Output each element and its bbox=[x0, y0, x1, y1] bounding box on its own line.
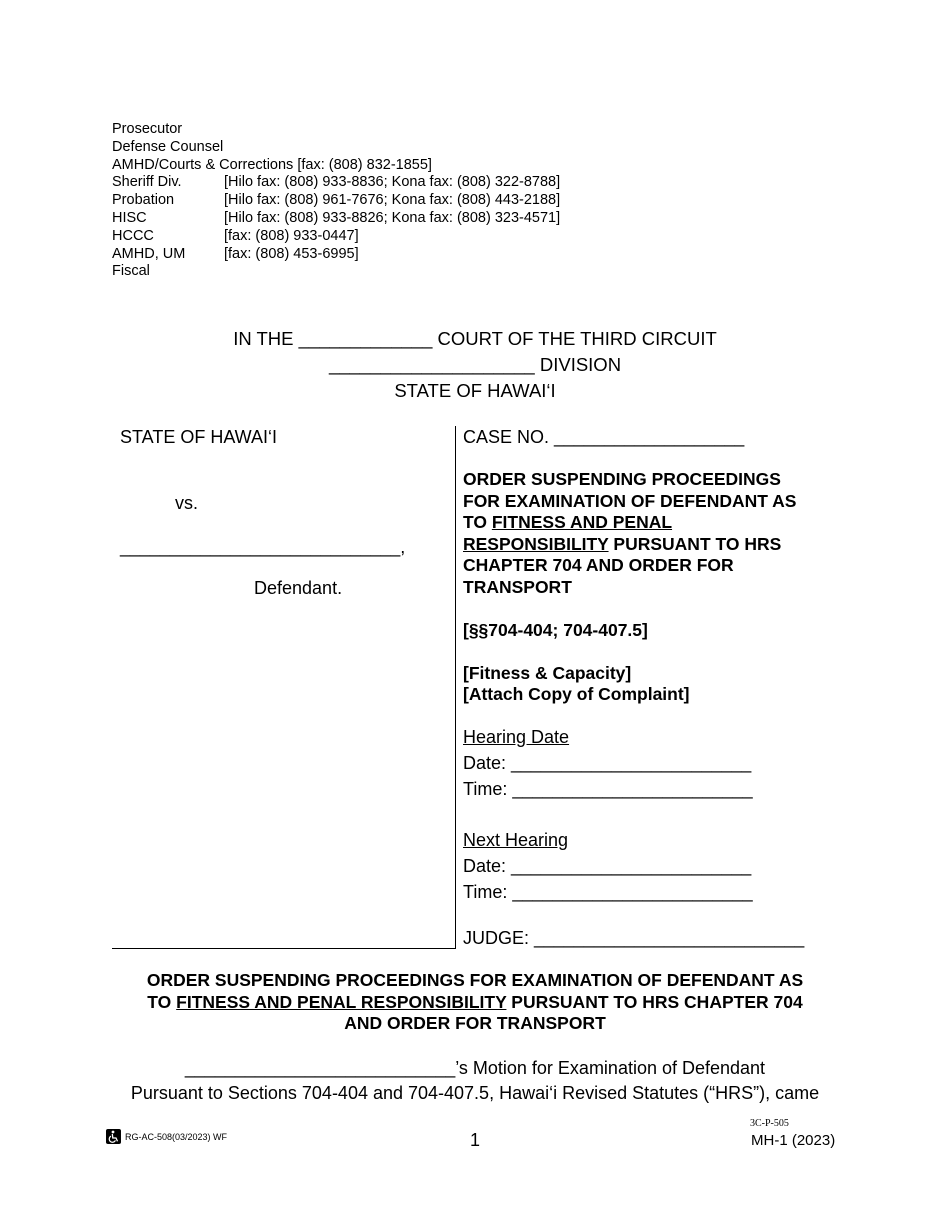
body-text-line2: Pursuant to Sections 704-404 and 704-407.5, Hawai‘i Revised Statutes (“HRS”), came bbox=[130, 1083, 820, 1103]
court-form-code: 3C-P-505 bbox=[750, 1118, 789, 1129]
distribution-row: AMHD, UM [fax: (808) 453-6995] bbox=[112, 245, 359, 262]
distribution-row: Defense Counsel bbox=[112, 138, 224, 155]
statute-reference: [§§704-404; 704-407.5] bbox=[463, 620, 648, 640]
order-title: ORDER SUSPENDING PROCEEDINGS FOR EXAMINATION OF DEFENDANT AS TO FITNESS AND PENAL RESPONSIBILITY PURSUANT TO HRS CHAPTER 704 AND ORDER FOR TRANSPORT bbox=[146, 970, 804, 1033]
defendant-label: Defendant. bbox=[254, 578, 343, 598]
judge-field[interactable]: JUDGE: ___________________________ bbox=[463, 928, 805, 948]
distribution-row: HISC [Hilo fax: (808) 933-8826; Kona fax: (808) 323-4571] bbox=[112, 209, 561, 226]
distribution-list bbox=[112, 121, 560, 281]
distribution-row: HCCC [fax: (808) 933-0447] bbox=[112, 227, 359, 244]
body-text-line1: ___________________________’s Motion for Examination of Defendant bbox=[184, 1058, 766, 1078]
page-number: 1 bbox=[470, 1130, 481, 1150]
plaintiff-name: STATE OF HAWAI‘I bbox=[120, 427, 277, 447]
distribution-row: Probation [Hilo fax: (808) 961-7676; Kona fax: (808) 443-2188] bbox=[112, 192, 561, 209]
caption-divider-vertical bbox=[455, 426, 456, 949]
form-tag-fitness: [Fitness & Capacity] bbox=[463, 663, 632, 683]
wheelchair-accessibility-icon bbox=[106, 1129, 121, 1144]
distribution-row: Sheriff Div. [Hilo fax: (808) 933-8836; Kona fax: (808) 322-8788] bbox=[112, 174, 561, 191]
hearing-time-field[interactable]: Time: ________________________ bbox=[463, 779, 753, 799]
caption-divider-horizontal bbox=[112, 948, 456, 949]
form-id: MH-1 (2023) bbox=[751, 1132, 836, 1149]
hearing-date-field[interactable]: Date: ________________________ bbox=[463, 753, 752, 773]
court-caption-division: ____________________ DIVISION bbox=[328, 354, 622, 375]
form-tag-attach: [Attach Copy of Complaint] bbox=[463, 684, 690, 704]
form-code: RG-AC-508(03/2023) WF bbox=[125, 1132, 228, 1142]
versus-label: vs. bbox=[175, 493, 199, 513]
court-caption-line1: IN THE _____________ COURT OF THE THIRD CIRCUIT bbox=[233, 328, 717, 349]
next-hearing-heading: Next Hearing bbox=[463, 830, 569, 850]
next-hearing-date-field[interactable]: Date: ________________________ bbox=[463, 856, 752, 876]
distribution-row: Prosecutor bbox=[112, 121, 183, 137]
distribution-row: Fiscal bbox=[112, 263, 150, 280]
defendant-name-blank[interactable]: ____________________________, bbox=[120, 537, 406, 557]
case-number-field[interactable]: CASE NO. ___________________ bbox=[463, 427, 745, 447]
court-caption-state: STATE OF HAWAI‘I bbox=[394, 380, 556, 401]
next-hearing-time-field[interactable]: Time: ________________________ bbox=[463, 882, 753, 902]
hearing-date-heading: Hearing Date bbox=[463, 727, 570, 747]
distribution-row: AMHD/Courts & Corrections [fax: (808) 832-1855] bbox=[112, 156, 432, 173]
caption-order-title: ORDER SUSPENDING PROCEEDINGS FOR EXAMINATION OF DEFENDANT AS TO FITNESS AND PENAL RESPONSIBILITY PURSUANT TO HRS CHAPTER 704 AND ORDER FOR TRANSPORT bbox=[463, 469, 797, 597]
